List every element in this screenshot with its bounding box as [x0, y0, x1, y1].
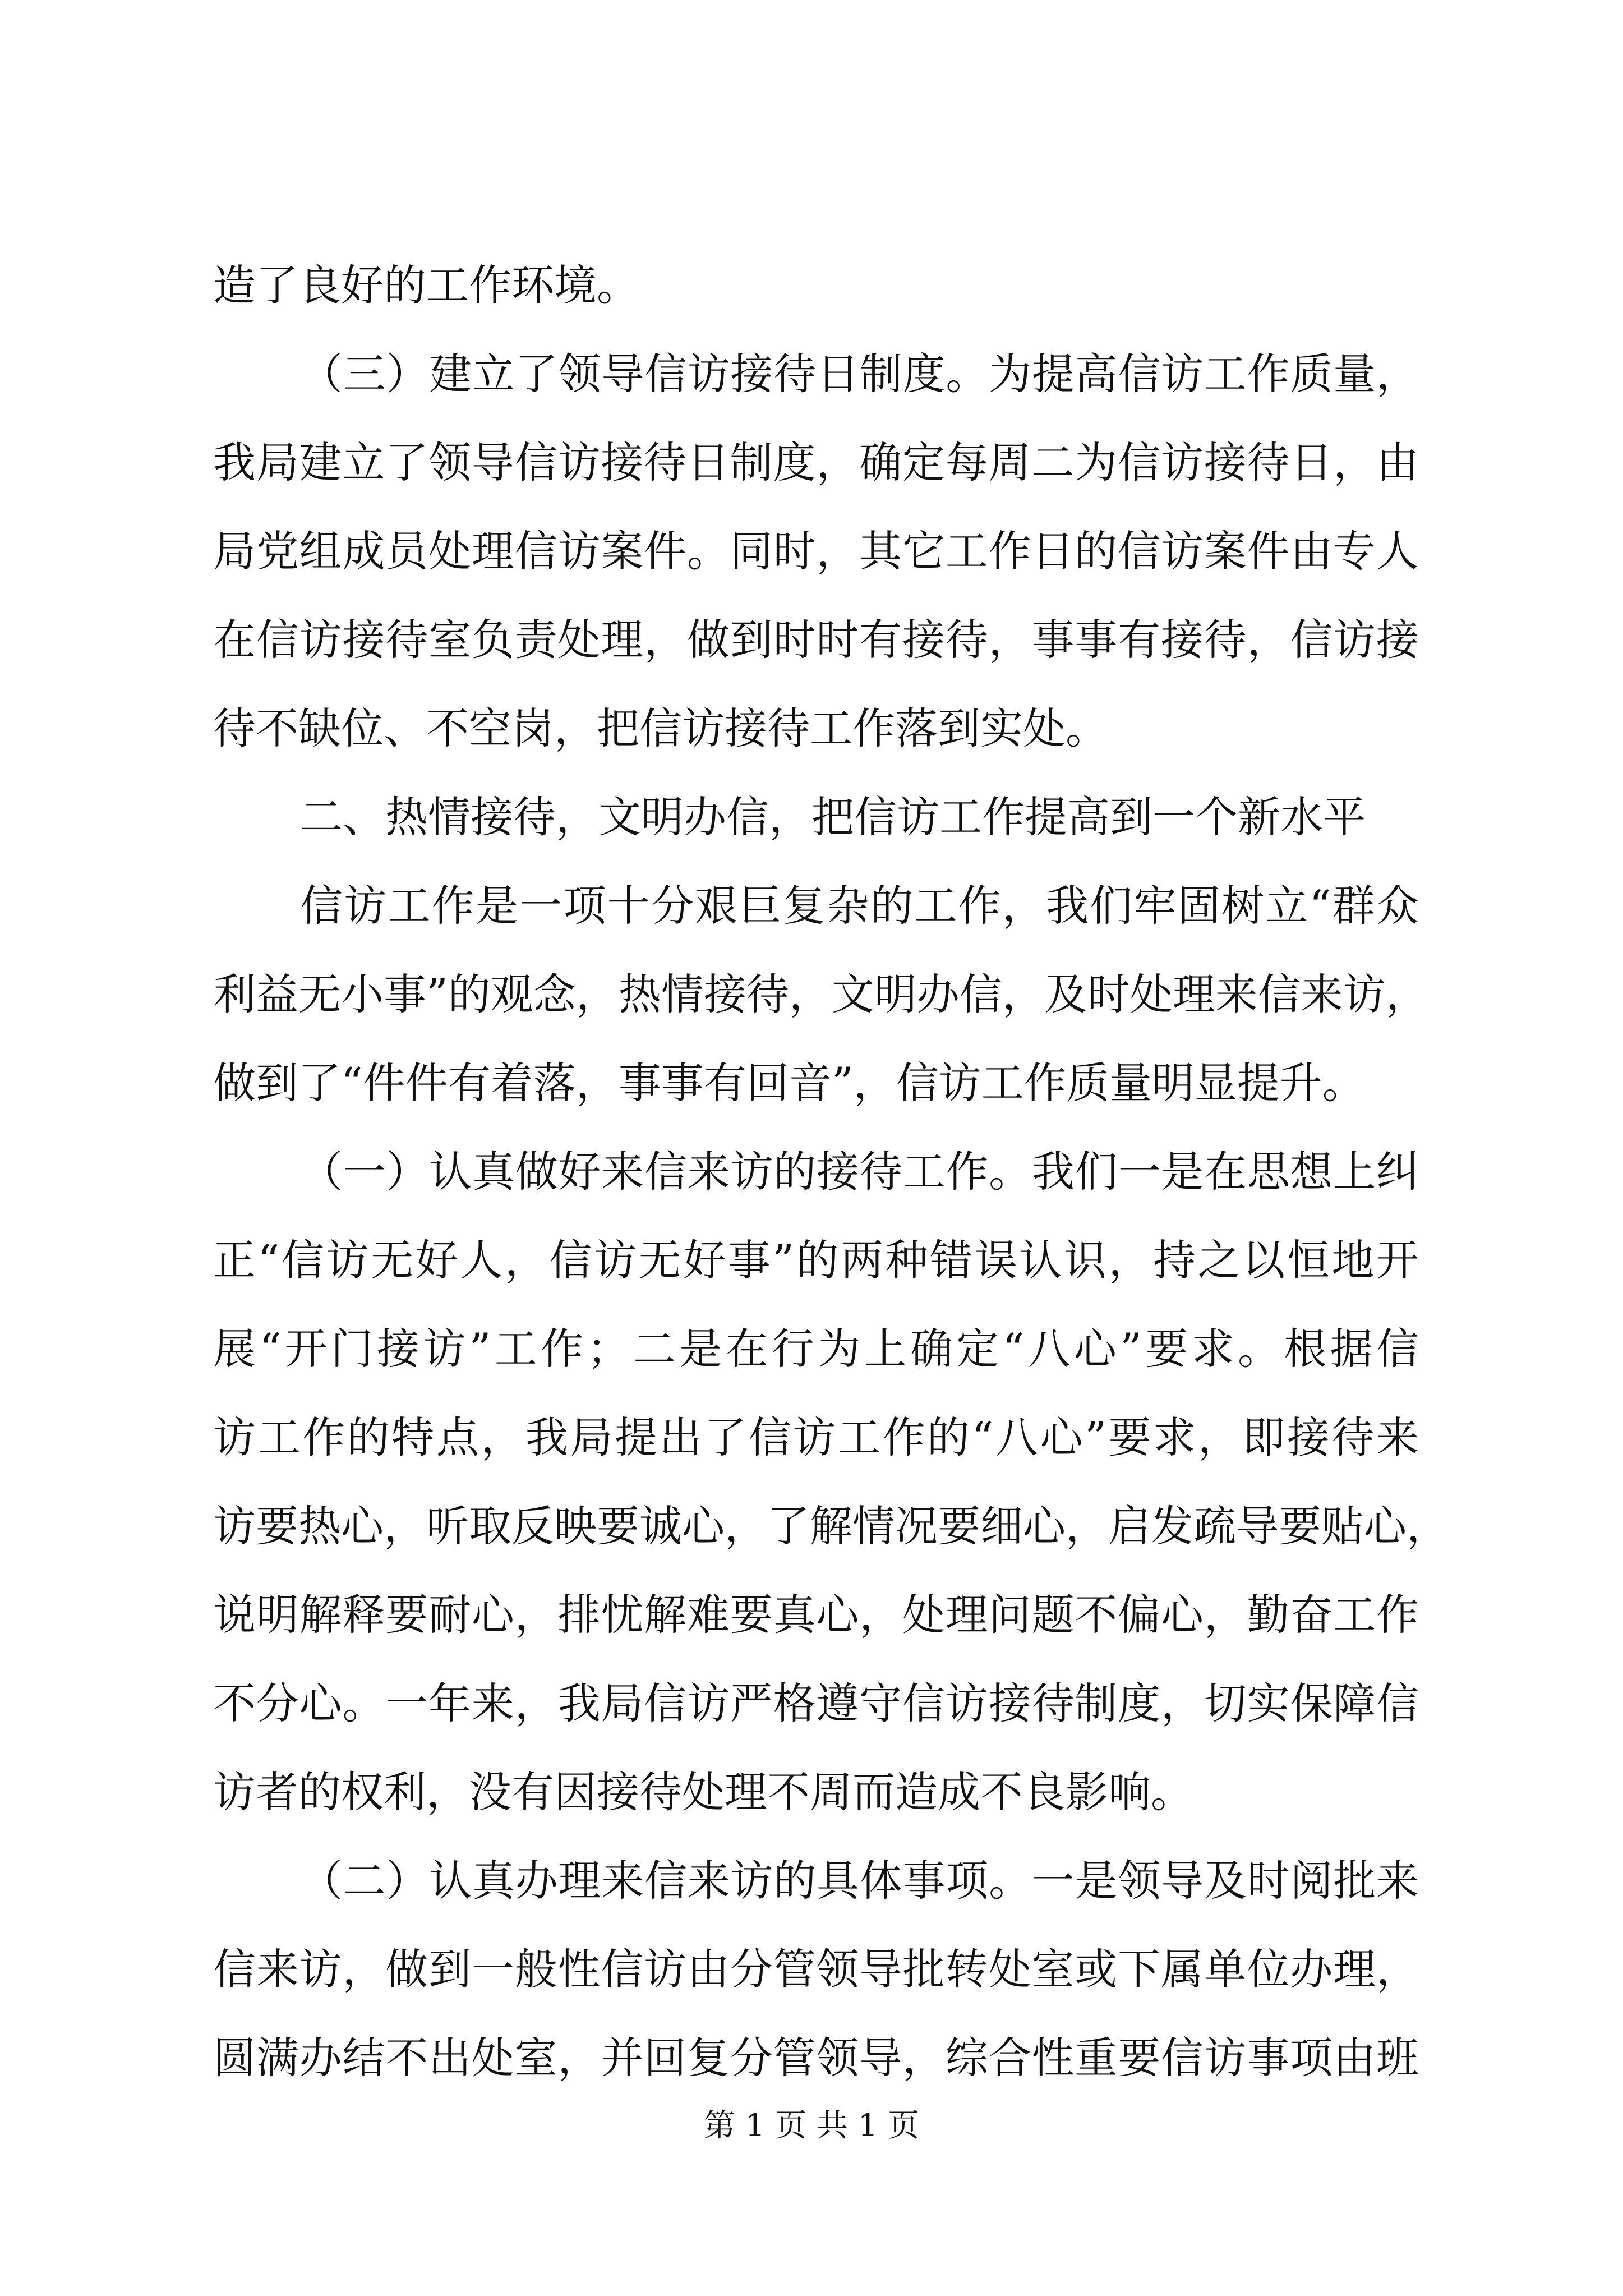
paragraph-line: （三）建立了领导信访接待日制度。为提高信访工作质量， — [300, 349, 1419, 399]
paragraph-line: （一）认真做好来信来访的接待工作。我们一是在思想上纠 — [300, 1147, 1419, 1197]
paragraph-line: 利益无小事”的观念，热情接待，文明办信，及时处理来信来访， — [213, 969, 1428, 1019]
paragraph-line: （二）认真办理来信来访的具体事项。一是领导及时阅批来 — [300, 1856, 1419, 1906]
paragraph-line: 访要热心，听取反映要诚心，了解情况要细心，启发疏导要贴心， — [213, 1501, 1449, 1551]
paragraph-line: 信来访，做到一般性信访由分管领导批转处室或下属单位办理， — [213, 1944, 1419, 1994]
paragraph-line: 访工作的特点，我局提出了信访工作的“八心”要求，即接待来 — [213, 1412, 1419, 1462]
page-footer: 第 1 页 共 1 页 — [703, 2108, 920, 2144]
paragraph-line: 说明解释要耐心，排忧解难要真心，处理问题不偏心，勤奋工作 — [213, 1590, 1419, 1640]
paragraph-line: 正“信访无好人，信访无好事”的两种错误认识，持之以恒地开 — [213, 1235, 1419, 1285]
paragraph-line: 不分心。一年来，我局信访严格遵守信访接待制度，切实保障信 — [213, 1678, 1419, 1728]
document-body — [213, 241, 1449, 2102]
paragraph-line: 信访工作是一项十分艰巨复杂的工作，我们牢固树立“群众 — [300, 881, 1419, 931]
section-heading: 二、热情接待，文明办信，把信访工作提高到一个新水平 — [300, 792, 1366, 842]
paragraph-line: 造了良好的工作环境。 — [213, 260, 639, 310]
paragraph-line: 在信访接待室负责处理，做到时时有接待，事事有接待，信访接 — [213, 615, 1419, 665]
paragraph-line: 展“开门接访”工作；二是在行为上确定“八心”要求。根据信 — [213, 1324, 1419, 1374]
paragraph-line: 圆满办结不出处室，并回复分管领导，综合性重要信访事项由班 — [213, 2033, 1419, 2083]
paragraph-line: 局党组成员处理信访案件。同时，其它工作日的信访案件由专人 — [213, 526, 1419, 576]
paragraph-line: 访者的权利，没有因接待处理不周而造成不良影响。 — [213, 1767, 1193, 1817]
paragraph-line: 待不缺位、不空岗，把信访接待工作落到实处。 — [213, 703, 1108, 753]
paragraph-line: 做到了“件件有着落，事事有回音”，信访工作质量明显提升。 — [213, 1058, 1365, 1108]
paragraph-line: 我局建立了领导信访接待日制度，确定每周二为信访接待日，由 — [213, 438, 1419, 487]
